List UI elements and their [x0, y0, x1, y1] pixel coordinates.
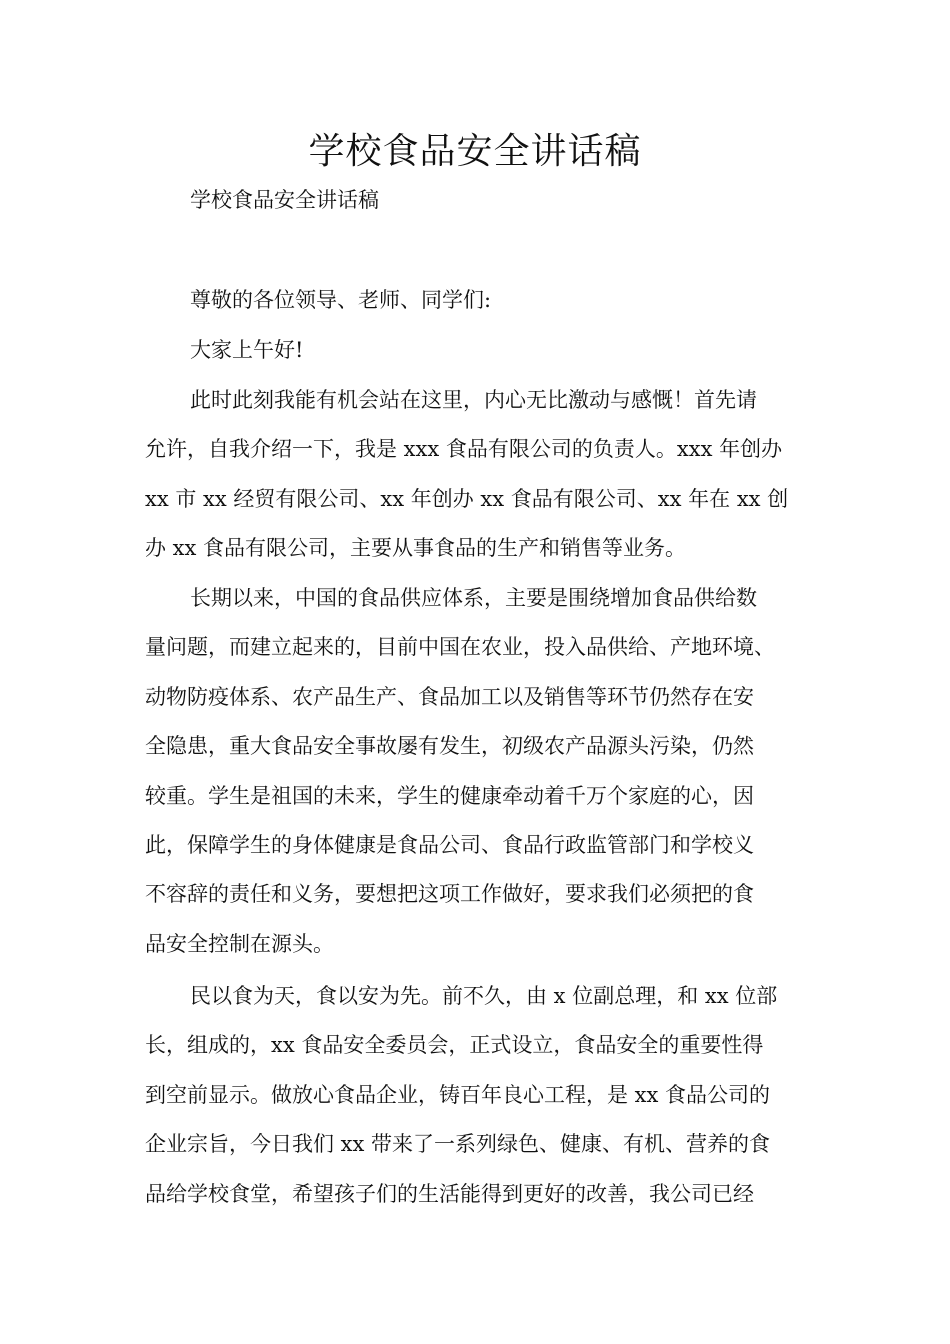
paragraph-line: 到空前显示。做放心食品企业，铸百年良心工程，是 xx 食品公司的: [145, 1082, 771, 1107]
paragraph-line: 长，组成的，xx 食品安全委员会，正式设立，食品安全的重要性得: [145, 1033, 764, 1058]
paragraph-line: 办 xx 食品有限公司，主要从事食品的生产和销售等业务。: [145, 536, 687, 561]
paragraph-line: 长期以来，中国的食品供应体系，主要是围绕增加食品供给数: [190, 586, 757, 610]
greeting: 大家上午好!: [190, 338, 304, 362]
paragraph-line: 不容辞的责任和义务，要想把这项工作做好，要求我们必须把的食: [145, 882, 754, 907]
paragraph-line: 品安全控制在源头。: [145, 931, 334, 956]
paragraph-line: 民以食为天，食以安为先。前不久，由 x 位副总理，和 xx 位部: [190, 984, 778, 1008]
paragraph-2: [145, 582, 775, 977]
paragraph-line: 此，保障学生的身体健康是食品公司、食品行政监管部门和学校义: [145, 832, 754, 857]
salutation: 尊敬的各位领导、老师、同学们:: [190, 288, 492, 312]
paragraph-line: 动物防疫体系、农产品生产、食品加工以及销售等环节仍然存在安: [145, 684, 754, 709]
paragraph-line: xx 市 xx 经贸有限公司、xx 年创办 xx 食品有限公司、xx 年在 xx 创: [145, 486, 789, 511]
paragraph-3: [145, 980, 777, 1227]
paragraph-line: 全隐患，重大食品安全事故屡有发生，初级农产品源头污染，仍然: [145, 734, 754, 759]
paragraph-line: 允许，自我介绍一下，我是 xxx 食品有限公司的负责人。xxx 年创办: [145, 437, 783, 462]
paragraph-line: 较重。学生是祖国的未来，学生的健康牵动着千万个家庭的心，因: [145, 783, 754, 808]
document-title: 学校食品安全讲话稿: [308, 131, 642, 172]
paragraph-line: 品给学校食堂，希望孩子们的生活能得到更好的改善，我公司已经: [145, 1181, 754, 1206]
paragraph-line: 企业宗旨，今日我们 xx 带来了一系列绿色、健康、有机、营养的食: [145, 1132, 771, 1157]
paragraph-1: [145, 384, 788, 582]
paragraph-line: 此时此刻我能有机会站在这里，内心无比激动与感慨！首先请: [190, 388, 757, 412]
paragraph-line: 量问题，而建立起来的，目前中国在农业，投入品供给、产地环境、: [145, 635, 775, 660]
document-subtitle: 学校食品安全讲话稿: [190, 188, 379, 212]
